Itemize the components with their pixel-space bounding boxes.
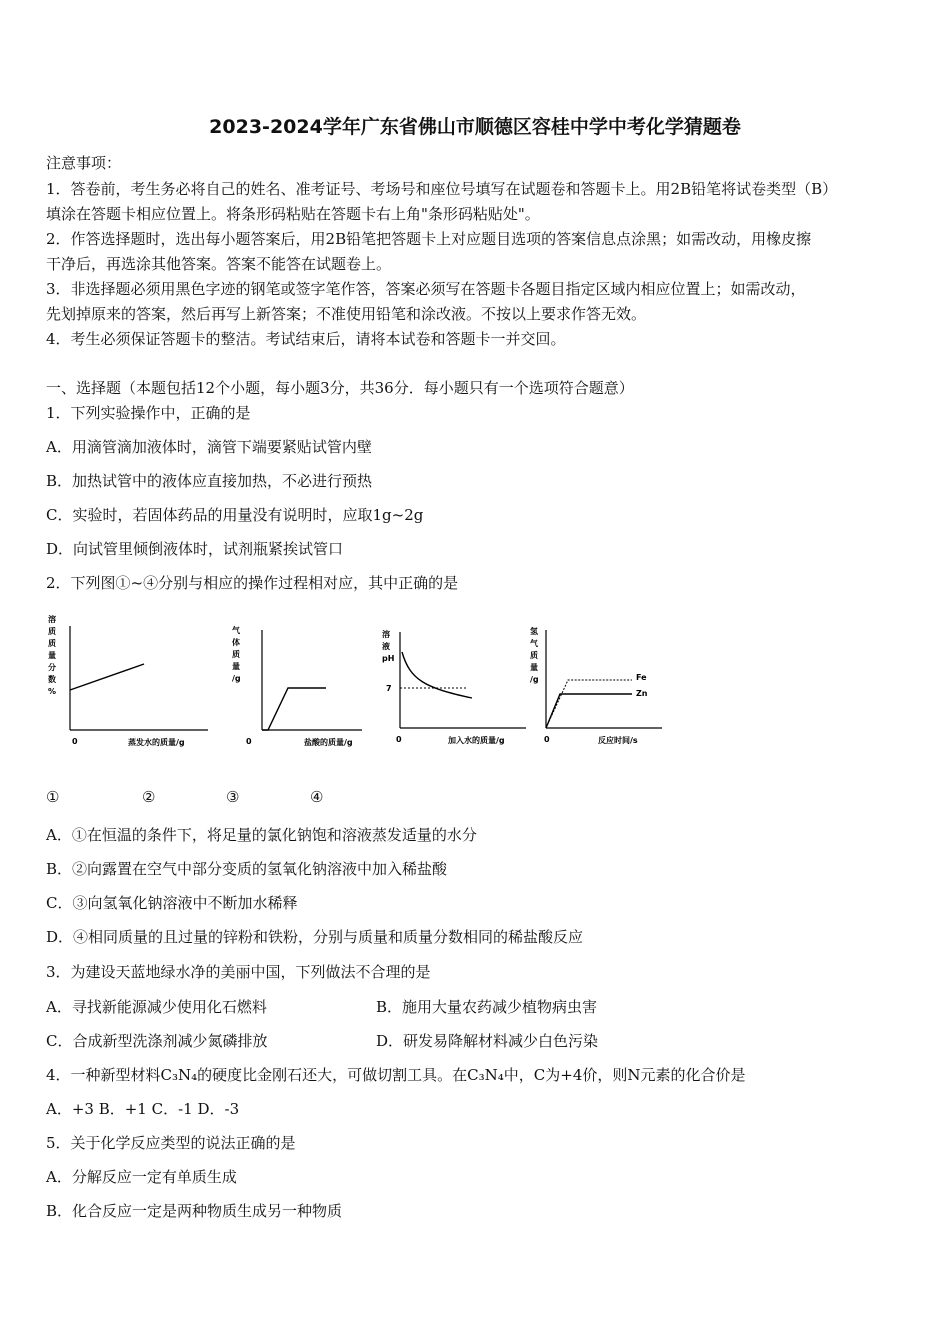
svg-text:%: % [48, 687, 57, 696]
question-3-stem: 3．为建设天蓝地绿水净的美丽中国，下列做法不合理的是 [46, 963, 431, 981]
question-1-option-d: D．向试管里倾倒液体时，试剂瓶紧挨试管口 [46, 540, 344, 558]
svg-text:分: 分 [48, 663, 56, 672]
question-5-stem: 5．关于化学反应类型的说法正确的是 [46, 1134, 296, 1152]
graph-4-xlabel: 反应时间/s [598, 736, 638, 745]
question-1-option-a: A．用滴管滴加液体时，滴管下端要紧贴试管内壁 [46, 438, 372, 456]
svg-text:质: 质 [232, 650, 240, 659]
graph-4-legend-zn: Zn [636, 689, 648, 698]
graph-3-ylabel: 溶 [382, 630, 390, 639]
graph-3-mark: 7 [386, 684, 392, 693]
graph-3 [380, 622, 530, 751]
question-3-option-a: A．寻找新能源减少使用化石燃料 [46, 998, 267, 1016]
svg-text:质: 质 [48, 639, 56, 648]
notice-heading: 注意事项： [46, 154, 122, 172]
notice-line: 4．考生必须保证答题卡的整洁。考试结束后，请将本试卷和答题卡一并交回。 [46, 330, 566, 348]
graph-2-origin: 0 [246, 737, 252, 746]
question-4-stem: 4．一种新型材料C₃N₄的硬度比金刚石还大，可做切割工具。在C₃N₄中，C为+4价，则N元素的化合价是 [46, 1066, 746, 1084]
notice-line: 3．非选择题必须用黑色字迹的钢笔或签字笔作答，答案必须写在答题卡各题目指定区域内相应位置上；如需改动， [46, 280, 806, 298]
page-title: 2023-2024学年广东省佛山市顺德区容桂中学中考化学猜题卷 [209, 116, 741, 138]
question-2-option-a: A．①在恒温的条件下，将足量的氯化钠饱和溶液蒸发适量的水分 [46, 826, 477, 844]
graph-2-ylabel: 气 [232, 626, 240, 635]
notice-line: 2．作答选择题时，选出每小题答案后，用2B铅笔把答题卡上对应题目选项的答案信息点涂黑；如需改动，用橡皮擦 [46, 230, 812, 248]
question-2-stem: 2．下列图①~④分别与相应的操作过程相对应，其中正确的是 [46, 574, 459, 592]
notice-line: 干净后，再选涂其他答案。答案不能答在试题卷上。 [46, 255, 392, 273]
graph-1-ylabel: 溶 [48, 615, 56, 624]
graph-4-legend-fe: Fe [636, 673, 647, 682]
graph-4-origin: 0 [544, 735, 550, 744]
svg-text:质: 质 [530, 651, 538, 660]
section-heading: 一、选择题（本题包括12个小题，每小题3分，共36分．每小题只有一个选项符合题意） [46, 379, 634, 397]
svg-text:量: 量 [530, 663, 538, 672]
svg-text:体: 体 [232, 638, 240, 647]
graph-3-xlabel: 加入水的质量/g [448, 736, 505, 745]
question-2-option-b: B．②向露置在空气中部分变质的氢氧化钠溶液中加入稀盐酸 [46, 860, 448, 878]
graph-marker-1: ① [46, 788, 60, 806]
question-4-options: A．+3 B．+1 C．-1 D．-3 [46, 1100, 240, 1118]
svg-text:质: 质 [48, 627, 56, 636]
svg-text:气: 气 [530, 639, 538, 648]
graph-2 [226, 618, 366, 752]
question-3-option-c: C．合成新型洗涤剂减少氮磷排放 [46, 1032, 268, 1050]
svg-text:液: 液 [382, 642, 390, 651]
graph-4 [528, 622, 668, 751]
question-2-option-c: C．③向氢氧化钠溶液中不断加水稀释 [46, 894, 298, 912]
svg-text:/g: /g [232, 674, 241, 683]
notice-line: 先划掉原来的答案，然后再写上新答案；不准使用铅笔和涂改液。不按以上要求作答无效。 [46, 305, 647, 323]
graph-4-ylabel: 氢 [530, 627, 538, 636]
graph-1 [44, 612, 214, 751]
question-1-option-c: C．实验时，若固体药品的用量没有说明时，应取1g~2g [46, 506, 424, 524]
notice-line: 填涂在答题卡相应位置上。将条形码粘贴在答题卡右上角"条形码粘贴处"。 [46, 205, 540, 223]
graph-marker-2: ② [142, 788, 156, 806]
graph-1-origin: 0 [72, 737, 78, 746]
question-5-option-b: B．化合反应一定是两种物质生成另一种物质 [46, 1202, 343, 1220]
question-3-option-d: D．研发易降解材料减少白色污染 [376, 1032, 599, 1050]
graph-1-xlabel: 蒸发水的质量/g [128, 738, 185, 747]
graph-2-xlabel: 盐酸的质量/g [304, 738, 353, 747]
svg-text:pH: pH [382, 654, 395, 663]
svg-text:数: 数 [48, 675, 56, 684]
question-1-stem: 1．下列实验操作中，正确的是 [46, 404, 251, 422]
graph-marker-4: ④ [310, 788, 324, 806]
question-3-option-b: B．施用大量农药减少植物病虫害 [376, 998, 598, 1016]
graph-3-origin: 0 [396, 735, 402, 744]
graph-marker-3: ③ [226, 788, 240, 806]
svg-text:/g: /g [530, 675, 539, 684]
question-1-option-b: B．加热试管中的液体应直接加热，不必进行预热 [46, 472, 373, 490]
notice-line: 1．答卷前，考生务必将自己的姓名、准考证号、考场号和座位号填写在试题卷和答题卡上。用2B铅笔将试卷类型（B） [46, 180, 838, 198]
svg-text:量: 量 [48, 651, 56, 660]
question-5-option-a: A．分解反应一定有单质生成 [46, 1168, 237, 1186]
svg-text:量: 量 [232, 662, 240, 671]
question-2-option-d: D．④相同质量的且过量的锌粉和铁粉，分别与质量和质量分数相同的稀盐酸反应 [46, 928, 584, 946]
